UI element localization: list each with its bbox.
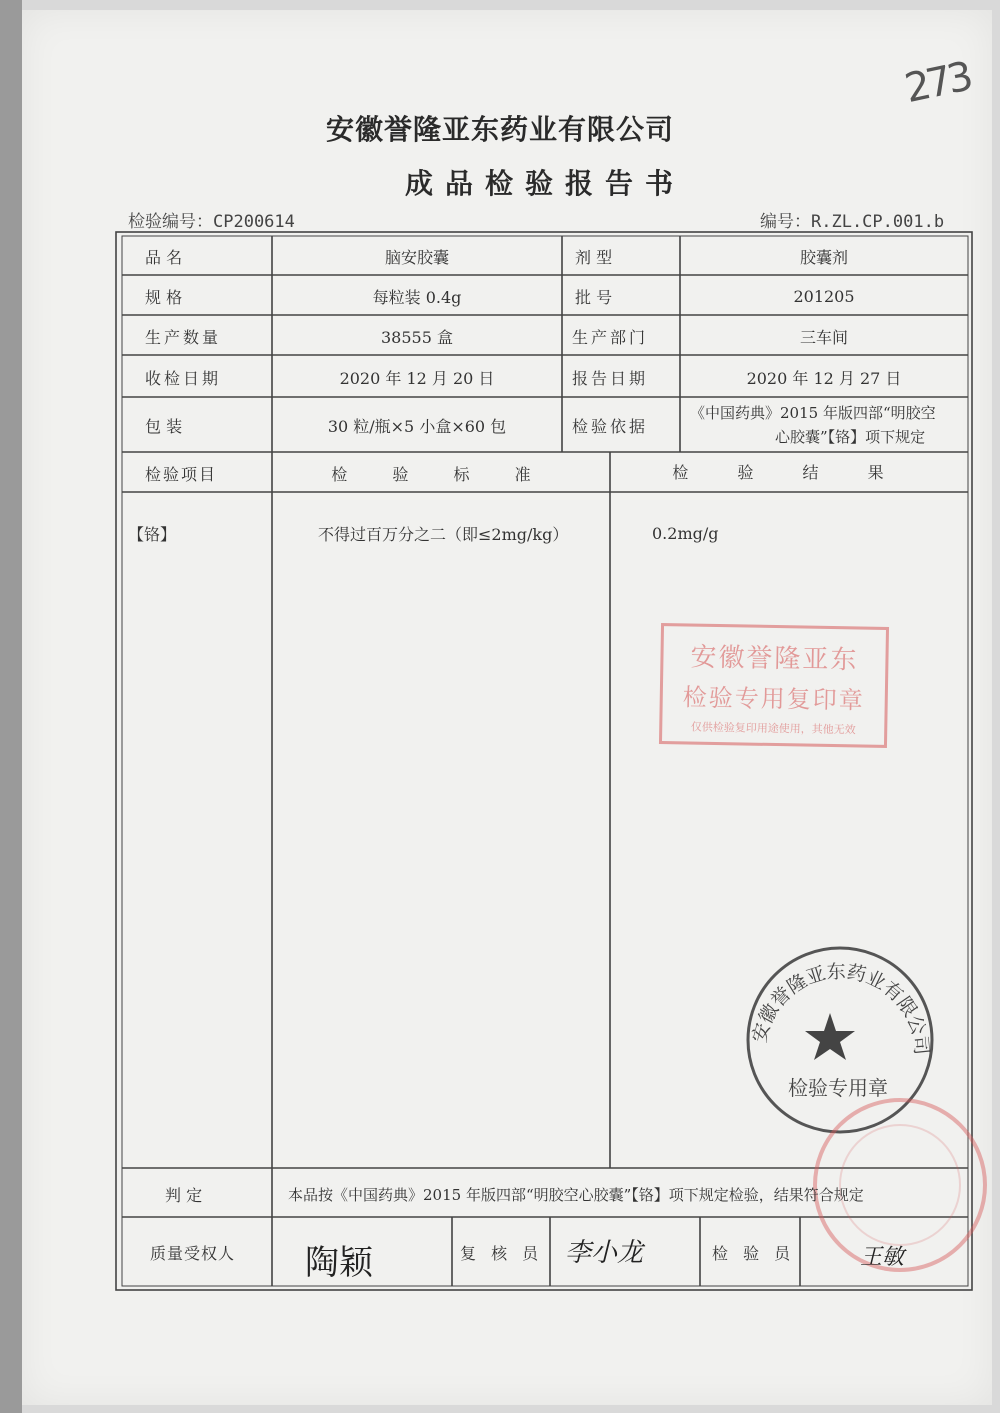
- spec-label: 规 格: [145, 287, 183, 307]
- result-value: 0.2mg/g: [652, 523, 719, 543]
- copy-stamp-line3: 仅供检验复印用途使用，其他无效: [690, 720, 856, 737]
- round-stamp-bottom-text: 检验专用章: [788, 1076, 888, 1100]
- report-title: 成品检验报告书: [404, 167, 685, 200]
- inspector-label: 检 验 员: [712, 1243, 796, 1263]
- handwritten-page-number: 273: [900, 53, 974, 113]
- reviewer-label: 复 核 员: [460, 1243, 544, 1263]
- receive-date-label: 收检日期: [145, 368, 222, 388]
- basis-label: 检验依据: [572, 416, 649, 436]
- dosage-form-label: 剂 型: [575, 247, 613, 267]
- inspector-signature: 王敏: [860, 1245, 905, 1270]
- star-icon: [805, 1013, 855, 1060]
- package-label: 包 装: [145, 416, 183, 436]
- spec-value: 每粒装 0.4g: [372, 287, 462, 307]
- company-name: 安徽誉隆亚东药业有限公司: [325, 113, 674, 146]
- col-standard-header: 检 验 标 准: [331, 464, 551, 484]
- report-date-label: 报告日期: [572, 368, 649, 388]
- batch-value: 201205: [793, 286, 855, 306]
- basis-line-2: 心胶囊”【铬】项下规定: [775, 427, 926, 446]
- qa-label: 质量受权人: [150, 1243, 236, 1263]
- package-value: 30 粒/瓶×5 小盒×60 包: [327, 416, 507, 436]
- result-item: 【铬】: [128, 524, 177, 544]
- quantity-label: 生产数量: [145, 327, 222, 347]
- document-number: 编号：R.ZL.CP.001.b: [760, 212, 945, 232]
- report-date-value: 2020 年 12 月 27 日: [746, 368, 902, 388]
- dosage-form-value: 胶囊剂: [799, 247, 848, 267]
- copy-stamp: [659, 623, 889, 748]
- receive-date-value: 2020 年 12 月 20 日: [339, 368, 495, 388]
- reviewer-signature: 李小龙: [565, 1238, 644, 1268]
- product-name-label: 品 名: [145, 247, 183, 267]
- quantity-value: 38555 盒: [381, 327, 453, 347]
- dept-label: 生产部门: [572, 327, 649, 347]
- dept-value: 三车间: [799, 327, 848, 347]
- inspection-number: 检验编号：CP200614: [128, 212, 295, 232]
- round-stamp-arc-text: 安徽誉隆亚东药业有限公司: [748, 960, 933, 1056]
- basis-line-1: 《中国药典》2015 年版四部“明胶空: [690, 403, 936, 422]
- copy-stamp-line2: 检验专用复印章: [682, 683, 865, 715]
- conclusion-text: 本品按《中国药典》2015 年版四部“明胶空心胶囊”【铬】项下规定检验，结果符合规定: [288, 1185, 864, 1204]
- product-name-value: 脑安胶囊: [384, 247, 449, 267]
- qa-signature: 陶颖: [305, 1243, 373, 1283]
- conclusion-label: 判 定: [165, 1185, 203, 1205]
- col-item-header: 检验项目: [145, 464, 218, 484]
- col-result-header: 检 验 结 果: [672, 462, 906, 482]
- copy-stamp-line1: 安徽誉隆亚东: [690, 642, 859, 676]
- result-standard: 不得过百万分之二（即≤2mg/kg）: [318, 524, 569, 544]
- batch-label: 批 号: [575, 287, 613, 307]
